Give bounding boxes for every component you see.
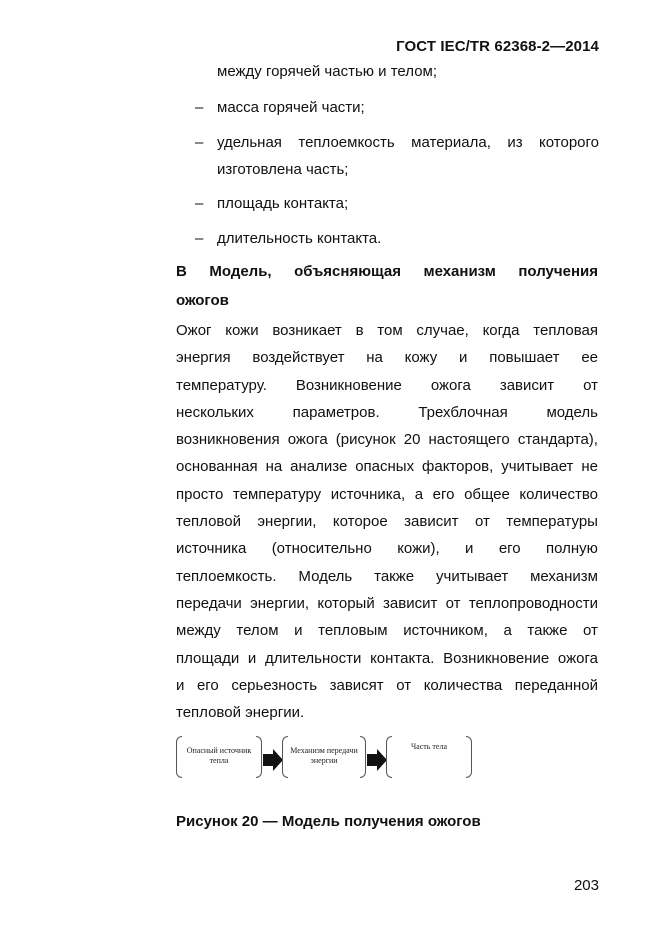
figure-caption: Рисунок 20 — Модель получения ожогов xyxy=(176,813,481,830)
paragraph-line: просто температуру источника, а его общее количество xyxy=(176,485,598,503)
section-heading xyxy=(176,257,598,315)
figure-box-body-part xyxy=(386,736,472,778)
list-item-heat-capacity: удельная теплоемкость материала, из которого изготовлена часть; xyxy=(217,134,599,178)
figure-box-label: Часть тела xyxy=(410,742,448,751)
paragraph-line: источника (относительно кожи), и его полную xyxy=(176,540,598,558)
paragraph-line: и его серьезность зависят от количества переданной xyxy=(176,676,598,694)
paragraph-line: тепловой энергии. xyxy=(176,704,305,722)
burn-model-figure xyxy=(176,733,476,781)
list-continuation: между горячей частью и телом; xyxy=(217,63,438,80)
heading-word: получения xyxy=(518,263,598,280)
heading-word: объясняющая xyxy=(294,263,401,280)
list-item-contact-area: площадь контакта; xyxy=(217,195,349,212)
heading-word: механизм xyxy=(423,263,496,280)
figure-box-heat-source xyxy=(176,736,262,778)
heading-word: Модель, xyxy=(209,263,272,280)
list-dash: – xyxy=(195,134,204,151)
paragraph-line: нескольких параметров. Трехблочная модель xyxy=(176,403,598,421)
list-dash: – xyxy=(195,99,204,116)
paragraph-line: передачи энергии, который зависит от теплопроводности xyxy=(176,594,598,612)
list-dash: – xyxy=(195,230,204,247)
figure-box-label: Опасный источник тепла xyxy=(186,746,252,765)
body-paragraph xyxy=(176,317,598,726)
paragraph-line: возникновения ожога (рисунок 20 настоящего стандарта), xyxy=(176,431,598,449)
paragraph-line: между телом и тепловым источником, а также от xyxy=(176,622,598,640)
list-item-contact-duration: длительность контакта. xyxy=(217,230,382,247)
paragraph-line: тепловой энергии, которое зависит от температуры xyxy=(176,513,598,531)
list-dash: – xyxy=(195,195,204,212)
document-header: ГОСТ IEC/TR 62368-2—2014 xyxy=(396,38,599,55)
paragraph-line: температуру. Возникновение ожога зависит от xyxy=(176,376,598,394)
page-number: 203 xyxy=(573,877,599,894)
list-item-mass: масса горячей части; xyxy=(217,99,365,116)
paragraph-line: теплоемкость. Модель также учитывает механизм xyxy=(176,567,598,585)
figure-box-label: Механизм передачи энергии xyxy=(290,746,358,765)
paragraph-line: площади и длительности контакта. Возникновение ожога xyxy=(176,649,598,667)
heading-word: В xyxy=(176,263,187,280)
heading-line-2: ожогов xyxy=(176,292,229,309)
paragraph-line: Ожог кожи возникает в том случае, когда тепловая xyxy=(176,322,598,339)
figure-box-energy-transfer xyxy=(282,736,366,778)
paragraph-line: основанная на анализе опасных факторов, учитывает не xyxy=(176,458,598,476)
paragraph-line: энергия воздействует на кожу и повышает ее xyxy=(176,349,598,367)
